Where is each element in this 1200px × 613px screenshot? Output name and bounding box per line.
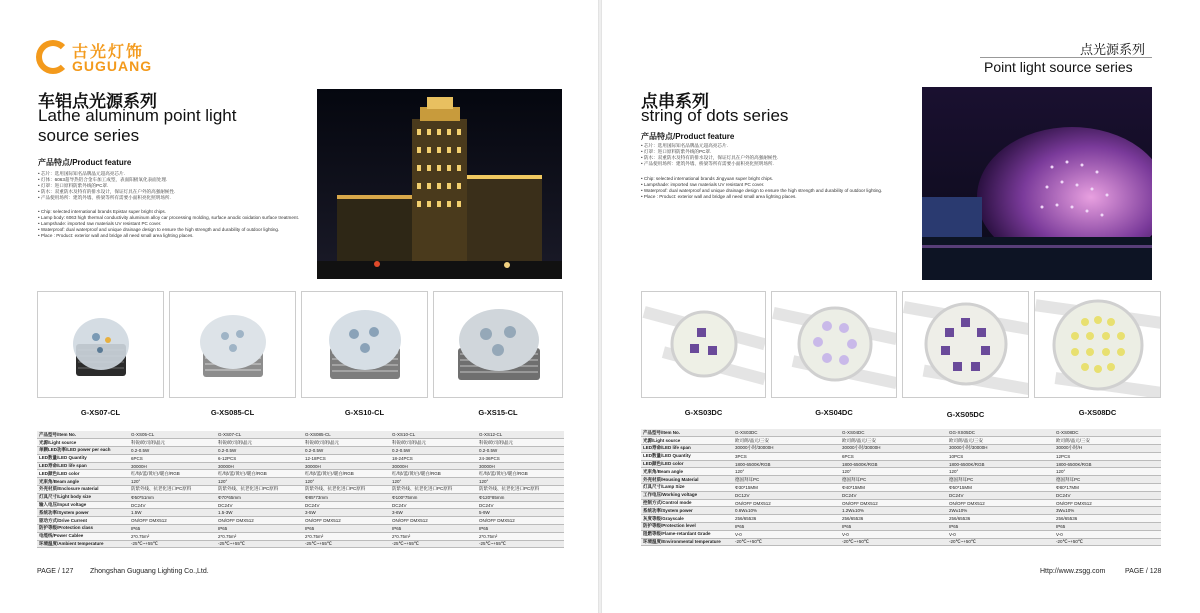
spec-row [641, 437, 1161, 445]
spec-label: 光源/Light source [37, 439, 129, 447]
bullet: • 产品使用场所：建筑外墙、桥梁等所有需要小面积亮化照明场所. [641, 161, 774, 166]
spec-value: 12-18PCS [303, 454, 390, 462]
spec-value: 欧司朗/晶元/三安 [733, 437, 840, 445]
spec-value: 0.2-0.5W [129, 447, 216, 455]
spec-label: LED颜色/LED color [37, 470, 129, 478]
spec-value: G-XS07-CL [216, 431, 303, 439]
spec-value: 德国拜耳PC [947, 476, 1054, 484]
right-title-en: string of dots series [641, 106, 789, 125]
spec-value: -25℃~+55℃ [216, 540, 303, 548]
spec-row [641, 468, 1161, 476]
spec-value: Φ70*65mm [216, 493, 303, 501]
spec-label: 防护等级/Protection level [641, 523, 733, 531]
page-number: PAGE / 128 [1125, 568, 1162, 575]
spec-row [641, 429, 1161, 437]
spec-value: DC24V [303, 501, 390, 509]
spec-row [37, 517, 564, 525]
spec-value: 1800-6500K/RGB [1054, 460, 1161, 468]
spec-value: 2*0.75m² [216, 532, 303, 540]
spec-value: G-XS04DC [840, 429, 947, 437]
spec-row [37, 478, 564, 486]
spec-value: 30000H [477, 462, 564, 470]
right-en-bullets [641, 176, 911, 200]
spec-value: 256/65536 [840, 515, 947, 523]
spec-value: 德国拜耳PC [840, 476, 947, 484]
spec-value: 德国拜耳PC [733, 476, 840, 484]
spec-label: 输入电压/Input voltage [37, 501, 129, 509]
product-image-g-xs08dc [1034, 291, 1161, 398]
spec-value: 256/65536 [947, 515, 1054, 523]
bullet: • 灯体：6063超导热铝合金车加工成型，表面阳极氧化表面处理. [38, 177, 168, 182]
spec-value: 红/绿/蓝/黄/白/暖白/RGB [303, 470, 390, 478]
spec-label: 工作电压/Working voltage [641, 491, 733, 499]
page-number: PAGE / 127 [37, 568, 74, 575]
spec-value: 1800-6500K/RGB [733, 460, 840, 468]
left-cn-bullets [38, 171, 298, 201]
spec-value: G-XS10-CL [390, 431, 477, 439]
spec-value: 256/65536 [733, 515, 840, 523]
spec-value: 0.6W±10% [733, 507, 840, 515]
spec-value: 2*0.75m² [477, 532, 564, 540]
spec-value: 30000H [129, 462, 216, 470]
product-image-g-xs15-cl [433, 291, 563, 398]
spec-label: 系统功率/System power [641, 507, 733, 515]
spec-value: 3-5W [303, 509, 390, 517]
product-image-g-xs04dc [771, 291, 897, 398]
right-feature-heading: 产品特点/Product feature [641, 132, 735, 141]
spec-value: 防紫外线、抗老化进口PC原料 [303, 486, 390, 494]
spec-value: Φ100*75mm [390, 493, 477, 501]
spec-value: 120° [303, 478, 390, 486]
spec-value: 30000小时/30000H [840, 445, 947, 453]
bullet: • 灯罩：进口原料防紫外线的PC罩. [38, 183, 109, 188]
series-header-en: Point light source series [984, 59, 1133, 75]
spec-value: 10PCS [947, 452, 1054, 460]
spec-value: DC24V [390, 501, 477, 509]
spec-row [641, 507, 1161, 515]
spec-value: V-0 [947, 530, 1054, 538]
bullet: • Chip: selected international brands Jingyuan super bright chips. [641, 176, 774, 181]
left-title-en: Lathe aluminum point light source series [38, 106, 237, 145]
bullet: • 芯片：选用国际知名品牌晶元超高亮芯片. [641, 143, 728, 148]
bullet: • 防水：双重防水及特有的排水设计，保证灯具在户外的高强耐候性. [38, 189, 176, 194]
spec-value: IP65 [303, 525, 390, 533]
company-name: Zhongshan Guguang Lighting Co.,Ltd. [90, 568, 209, 575]
spec-value: 科锐/欧司朗/晶元 [390, 439, 477, 447]
spec-label: LED寿命/LED life span [641, 445, 733, 453]
spec-value: 红/绿/蓝/黄/白/暖白/RGB [390, 470, 477, 478]
spec-value: G-XS05-CL [129, 431, 216, 439]
spec-value: G-XS08DC [1054, 429, 1161, 437]
spec-label: 电缆线/Power Cablee [37, 532, 129, 540]
stadium-night-photo [922, 87, 1152, 280]
product-name: G-XS03DC [684, 408, 723, 417]
spec-value: 30000H [390, 462, 477, 470]
spec-value: 1800-6500K/RGB [947, 460, 1054, 468]
spec-value: 欧司朗/晶元/三安 [840, 437, 947, 445]
spec-value: 30000小时/30000H [733, 445, 840, 453]
spec-value: IP65 [477, 525, 564, 533]
spec-row [37, 439, 564, 447]
spec-row [37, 470, 564, 478]
right-cn-bullets [641, 143, 901, 167]
spec-label: 产品型号/Item No. [641, 429, 733, 437]
spec-value: 12PCS [1054, 452, 1161, 460]
spec-value: -25℃~+55℃ [303, 540, 390, 548]
product-image-g-xs05dc [902, 291, 1029, 398]
bullet: • Waterproof: dual waterproof and unique drainage design to ensure the high strength and durability of outdoor lighting. [38, 227, 280, 232]
product-image-g-xs03dc [641, 291, 766, 398]
spec-value: 0.2-0.5W [303, 447, 390, 455]
spec-value: 红/绿/蓝/黄/白/暖白/RGB [477, 470, 564, 478]
spec-value: 科锐/欧司朗/晶元 [129, 439, 216, 447]
spec-value: ON/OFF DMX512 [390, 517, 477, 525]
bullet: • 灯罩：进口原料防紫外线的PC罩. [641, 149, 712, 154]
spec-label: 灰度等级/Grayscale [641, 515, 733, 523]
spec-row [37, 431, 564, 439]
spec-value: 欧司朗/晶元/三安 [1054, 437, 1161, 445]
spec-value: -20℃~+50℃ [733, 538, 840, 546]
spec-value: V-0 [733, 530, 840, 538]
product-name: G-XS15-CL [478, 408, 518, 417]
spec-value: ON/OFF DMX512 [216, 517, 303, 525]
spec-row [641, 523, 1161, 531]
spec-value: 防紫外线、抗老化进口PC原料 [477, 486, 564, 494]
spec-value: 6-12PCS [216, 454, 303, 462]
spec-label: 灯具尺寸/Lamp Size [641, 484, 733, 492]
spec-value: -20℃~+50℃ [1054, 538, 1161, 546]
left-title-cn: 车铝点光源系列 [38, 92, 157, 111]
spec-row [37, 509, 564, 517]
spec-value: -20℃~+50℃ [947, 538, 1054, 546]
spec-label: 控制方式/Control mode [641, 499, 733, 507]
spec-value: IP65 [129, 525, 216, 533]
spec-label: 单颗LED功率/LED power per each [37, 447, 129, 455]
spec-value: 0.2-0.5W [216, 447, 303, 455]
spec-value: -25℃~+55℃ [477, 540, 564, 548]
spec-value: 6PCS [129, 454, 216, 462]
spec-value: ON/OFF DMX512 [1054, 499, 1161, 507]
spec-value: 120° [390, 478, 477, 486]
left-spec-table [37, 431, 564, 548]
logo-g-mark [36, 40, 70, 74]
spec-label: LED寿命/LED life span [37, 462, 129, 470]
spec-row [641, 445, 1161, 453]
spec-value: 2*0.75m² [303, 532, 390, 540]
spec-value: 德国拜耳PC [1054, 476, 1161, 484]
product-name: G-XS07-CL [80, 408, 121, 417]
spec-value: 科锐/欧司朗/晶元 [303, 439, 390, 447]
spec-value: DC24V [840, 491, 947, 499]
spec-value: 1.2W±10% [840, 507, 947, 515]
product-name: G-XS10-CL [344, 408, 385, 417]
bullet: • Lampshade: imported raw materials UV resistant PC cover. [38, 221, 162, 226]
spec-value: IP65 [1054, 523, 1161, 531]
spec-value: ON/OFF DMX512 [947, 499, 1054, 507]
right-page [600, 0, 1200, 613]
product-image-g-xs085-cl [169, 291, 296, 398]
spec-row [37, 540, 564, 548]
spec-row [37, 462, 564, 470]
brand-name-en: GUGUANG [72, 58, 153, 74]
spec-value: 1.5-3W [216, 509, 303, 517]
spec-label: 防护等级/Protection class [37, 525, 129, 533]
spec-value: 5-9W [477, 509, 564, 517]
product-name: G-XS05DC [946, 410, 985, 419]
spec-label: 外壳材质/Enclosure material [37, 486, 129, 494]
spec-value: -25℃~+55℃ [390, 540, 477, 548]
spec-value: 防紫外线、抗老化进口PC原料 [216, 486, 303, 494]
spec-value: GG-XS05DC [947, 429, 1054, 437]
spec-value: 30000H [216, 462, 303, 470]
spec-row [37, 447, 564, 455]
spec-row [641, 530, 1161, 538]
bullet: • 产品使用场所：建筑外墙、桥梁等所有需要小面积亮化照明场所. [38, 195, 171, 200]
spec-label: LED数量/LED Quantity [37, 454, 129, 462]
spec-row [641, 515, 1161, 523]
bullet: • Waterproof: dual waterproof and unique drainage design to ensure the high strength and durability of outdoor lighting. [641, 188, 883, 193]
spec-value: 防紫外线、抗老化进口PC原料 [129, 486, 216, 494]
spec-value: 3PCS [733, 452, 840, 460]
spec-value: 120° [733, 468, 840, 476]
product-name: G-XS08DC [1078, 408, 1117, 417]
spec-value: ON/OFF DMX512 [733, 499, 840, 507]
spec-row [641, 499, 1161, 507]
spec-value: 科锐/欧司朗/晶元 [477, 439, 564, 447]
spec-value: V-0 [840, 530, 947, 538]
spec-label: 光束角/Beam angle [37, 478, 129, 486]
spec-row [641, 460, 1161, 468]
spec-row [641, 476, 1161, 484]
spec-label: 系统功率/System power [37, 509, 129, 517]
right-title-cn: 点串系列 [641, 92, 709, 111]
spec-value: Φ30*15MM [733, 484, 840, 492]
bullet: • Lampshade: imported raw materials UV resistant PC cover. [641, 182, 765, 187]
product-image-g-xs10-cl [301, 291, 428, 398]
spec-value: G-XS12-CL [477, 431, 564, 439]
spec-value: IP65 [390, 525, 477, 533]
spec-row [641, 452, 1161, 460]
spec-value: DC24V [129, 501, 216, 509]
spec-value: 1800-6500K/RGB [840, 460, 947, 468]
spec-value: IP65 [947, 523, 1054, 531]
spec-value: 30000小时/30000H [947, 445, 1054, 453]
spec-value: 3-6W [390, 509, 477, 517]
spec-label: 光源/Light source [641, 437, 733, 445]
spec-value: 2W±10% [947, 507, 1054, 515]
spec-value: 120° [1054, 468, 1161, 476]
spec-label: 光束角/Beam angle [641, 468, 733, 476]
spec-label: 灯具尺寸/Light body size [37, 493, 129, 501]
spec-value: Φ50*15MM [947, 484, 1054, 492]
spec-row [37, 501, 564, 509]
spec-value: 30000H [303, 462, 390, 470]
spec-value: -20℃~+50℃ [840, 538, 947, 546]
spec-value: ON/OFF DMX512 [129, 517, 216, 525]
spec-value: 30000小时/H [1054, 445, 1161, 453]
header-divider [980, 57, 1152, 58]
bullet: • Place : Product: exterior wall and bridge all need small area lighting places. [641, 194, 797, 199]
spec-value: 3W±10% [1054, 507, 1161, 515]
product-name: G-XS085-CL [210, 408, 255, 417]
bullet: • Place : Product: exterior wall and bridge all need small area lighting places. [38, 233, 194, 238]
right-spec-table [641, 429, 1161, 546]
spec-value: 120° [840, 468, 947, 476]
spec-row [37, 532, 564, 540]
spec-row [37, 486, 564, 494]
spec-label: 环境温度/Environmental temperature [641, 538, 733, 546]
spec-value: 24-36PCS [477, 454, 564, 462]
spec-value: 欧司朗/晶元/三安 [947, 437, 1054, 445]
spec-value: 防紫外线、抗老化进口PC原料 [390, 486, 477, 494]
spec-row [641, 538, 1161, 546]
spec-value: 红/绿/蓝/黄/白/暖白/RGB [129, 470, 216, 478]
brand-logo [36, 36, 166, 78]
spec-label: 驱动方式/Drive Current [37, 517, 129, 525]
bullet: • 芯片：选用国际知名品牌晶元超高亮芯片. [38, 171, 125, 176]
spec-value: DC24V [216, 501, 303, 509]
spec-value: 120° [129, 478, 216, 486]
spec-value: Φ50*51mm [129, 493, 216, 501]
left-en-bullets [38, 209, 303, 239]
spec-value: Φ80*17MM [1054, 484, 1161, 492]
spec-row [37, 454, 564, 462]
spec-label: 阻燃等级/Flame-retardant Grade [641, 530, 733, 538]
spec-value: 120° [216, 478, 303, 486]
series-header-cn: 点光源系列 [1080, 42, 1146, 57]
spec-value: -25℃~+55℃ [129, 540, 216, 548]
spec-value: Φ120*85mm [477, 493, 564, 501]
spec-label: LED颜色/LED color [641, 460, 733, 468]
spec-value: Φ40*15MM [840, 484, 947, 492]
spec-value: DC24V [477, 501, 564, 509]
spec-label: 外壳材质/Housing Material [641, 476, 733, 484]
spec-value: IP65 [840, 523, 947, 531]
spec-value: DC24V [947, 491, 1054, 499]
spec-value: ON/OFF DMX512 [840, 499, 947, 507]
spec-value: 18-24PCS [390, 454, 477, 462]
spec-row [37, 525, 564, 533]
spec-value: G-XS085-CL [303, 431, 390, 439]
spec-row [641, 484, 1161, 492]
left-feature-heading: 产品特点/Product feature [38, 158, 132, 167]
spec-value: ON/OFF DMX512 [477, 517, 564, 525]
spec-value: V-0 [1054, 530, 1161, 538]
product-name: G-XS04DC [815, 408, 853, 417]
spec-label: 产品型号/Item No. [37, 431, 129, 439]
spec-value: Φ85*73mm [303, 493, 390, 501]
spec-row [641, 491, 1161, 499]
building-night-photo [317, 89, 562, 279]
spec-label: 环境温度/Ambient temperature [37, 540, 129, 548]
spec-value: ON/OFF DMX512 [303, 517, 390, 525]
spec-value: IP65 [733, 523, 840, 531]
spec-row [37, 493, 564, 501]
spec-value: DC12V [733, 491, 840, 499]
spec-value: 2*0.75m² [129, 532, 216, 540]
spec-value: G-XS03DC [733, 429, 840, 437]
brand-name-cn: 古光灯饰 [72, 44, 145, 61]
bullet: • Chip: selected international brands Epistar super bright chips. [38, 209, 167, 214]
spec-label: LED数量/LED Quantity [641, 452, 733, 460]
spec-value: 0.2-0.5W [390, 447, 477, 455]
website-url: Http://www.zsgg.com [1040, 568, 1106, 575]
bullet: • Lamp body: 6063 high thermal conductivity aluminum alloy car processing molding, surface anodic oxidation surface treatment. [38, 215, 300, 220]
bullet: • 防水：双重防水及特有的排水设计，保证灯具在户外的高强耐候性. [641, 155, 779, 160]
spec-value: 科锐/欧司朗/晶元 [216, 439, 303, 447]
spec-value: 256/65536 [1054, 515, 1161, 523]
spec-value: DC24V [1054, 491, 1161, 499]
product-image-g-xs07-cl [37, 291, 164, 398]
spec-value: IP65 [216, 525, 303, 533]
spec-value: 0.2-0.5W [477, 447, 564, 455]
spec-value: 6PCS [840, 452, 947, 460]
spec-value: 120° [477, 478, 564, 486]
spec-value: 2*0.75m² [390, 532, 477, 540]
spec-value: 120° [947, 468, 1054, 476]
spec-value: 红/绿/蓝/黄/白/暖白/RGB [216, 470, 303, 478]
spec-value: 1.5W [129, 509, 216, 517]
